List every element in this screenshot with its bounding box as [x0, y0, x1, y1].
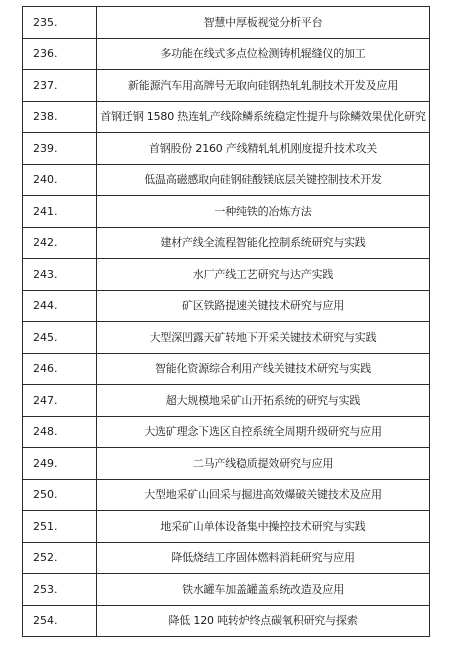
- project-title: 首钢股份 2160 产线精轧轧机刚度提升技术攻关: [97, 133, 430, 165]
- table-row: [23, 259, 430, 291]
- row-number: 245.: [23, 322, 97, 354]
- table-row: [23, 290, 430, 322]
- project-title: 多功能在线式多点位检测铸机辊缝仪的加工: [97, 38, 430, 70]
- project-title: 矿区铁路提速关键技术研究与应用: [97, 290, 430, 322]
- row-number: 239.: [23, 133, 97, 165]
- table-row: [23, 574, 430, 606]
- table-row: [23, 479, 430, 511]
- project-title: 建材产线全流程智能化控制系统研究与实践: [97, 227, 430, 259]
- row-number: 235.: [23, 7, 97, 39]
- project-title: 智能化资源综合利用产线关键技术研究与实践: [97, 353, 430, 385]
- project-title: 二马产线稳质提效研究与应用: [97, 448, 430, 480]
- row-number: 254.: [23, 605, 97, 637]
- project-title: 地采矿山单体设备集中操控技术研究与实践: [97, 511, 430, 543]
- table-row: [23, 196, 430, 228]
- table-row: [23, 70, 430, 102]
- table-row: [23, 7, 430, 39]
- row-number: 237.: [23, 70, 97, 102]
- row-number: 246.: [23, 353, 97, 385]
- project-title: 降低烧结工序固体燃料消耗研究与应用: [97, 542, 430, 574]
- project-title: 大型深凹露天矿转地下开采关键技术研究与实践: [97, 322, 430, 354]
- row-number: 243.: [23, 259, 97, 291]
- row-number: 242.: [23, 227, 97, 259]
- row-number: 252.: [23, 542, 97, 574]
- project-title: 水厂产线工艺研究与达产实践: [97, 259, 430, 291]
- table-row: [23, 448, 430, 480]
- row-number: 240.: [23, 164, 97, 196]
- row-number: 247.: [23, 385, 97, 417]
- row-number: 236.: [23, 38, 97, 70]
- table-body: [23, 7, 430, 637]
- project-title: 铁水罐车加盖罐盖系统改造及应用: [97, 574, 430, 606]
- table-row: [23, 542, 430, 574]
- project-table: [22, 6, 430, 637]
- row-number: 249.: [23, 448, 97, 480]
- table-row: [23, 133, 430, 165]
- table-row: [23, 164, 430, 196]
- table-row: [23, 511, 430, 543]
- project-title: 首钢迁钢 1580 热连轧产线除鳞系统稳定性提升与除鳞效果优化研究: [97, 101, 430, 133]
- table-row: [23, 322, 430, 354]
- table-row: [23, 353, 430, 385]
- table-row: [23, 416, 430, 448]
- row-number: 248.: [23, 416, 97, 448]
- row-number: 253.: [23, 574, 97, 606]
- project-title: 超大规模地采矿山开拓系统的研究与实践: [97, 385, 430, 417]
- project-title: 降低 120 吨转炉终点碳氧积研究与探索: [97, 605, 430, 637]
- project-title: 一种纯铁的冶炼方法: [97, 196, 430, 228]
- table-row: [23, 227, 430, 259]
- table-row: [23, 385, 430, 417]
- project-title: 智慧中厚板视觉分析平台: [97, 7, 430, 39]
- row-number: 250.: [23, 479, 97, 511]
- project-title: 大型地采矿山回采与掘进高效爆破关键技术及应用: [97, 479, 430, 511]
- table-row: [23, 605, 430, 637]
- table-row: [23, 101, 430, 133]
- row-number: 244.: [23, 290, 97, 322]
- row-number: 251.: [23, 511, 97, 543]
- table-row: [23, 38, 430, 70]
- row-number: 241.: [23, 196, 97, 228]
- row-number: 238.: [23, 101, 97, 133]
- project-title: 大选矿理念下选区自控系统全周期升级研究与应用: [97, 416, 430, 448]
- project-title: 新能源汽车用高牌号无取向硅钢热轧轧制技术开发及应用: [97, 70, 430, 102]
- project-title: 低温高磁感取向硅钢硅酸镁底层关键控制技术开发: [97, 164, 430, 196]
